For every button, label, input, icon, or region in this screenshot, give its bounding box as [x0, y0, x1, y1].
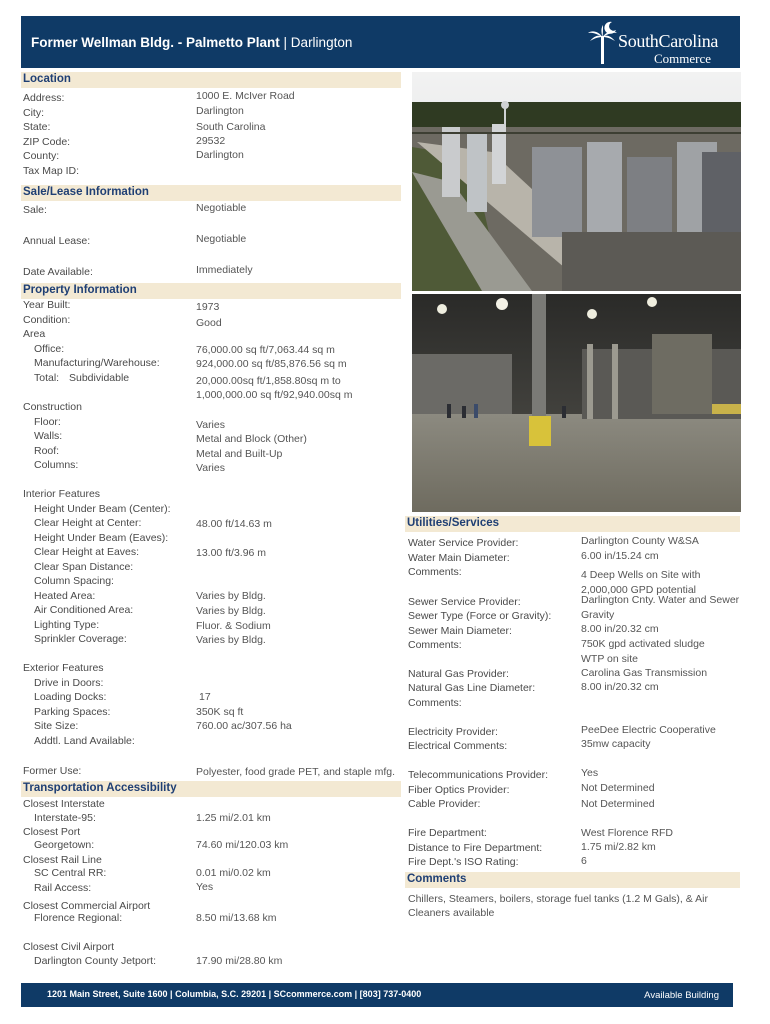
subdividable-label: Subdividable [69, 372, 130, 384]
civil-airport-value: 17.90 mi/28.80 km [196, 955, 283, 967]
office-value: 76,000.00 sq ft/7,063.44 sq m [196, 344, 335, 356]
interior-heading: Interior Features [23, 488, 101, 500]
ac-area-label: Air Conditioned Area: [34, 604, 134, 616]
civil-airport-label: Darlington County Jetport: [34, 955, 156, 967]
walls-label: Walls: [34, 430, 63, 442]
water-comments-line2: 2,000,000 GPD potential [581, 584, 696, 596]
construction-heading: Construction [23, 401, 82, 413]
closest-interstate-heading: Closest Interstate [23, 798, 105, 810]
logo-subtitle: Commerce [654, 51, 712, 66]
area-heading: Area [23, 328, 46, 340]
roof-value: Metal and Built-Up [196, 448, 283, 460]
county-label: County: [23, 150, 60, 162]
year-built-label: Year Built: [23, 299, 71, 311]
state-value: South Carolina [196, 121, 266, 133]
sale-label: Sale: [23, 204, 47, 216]
footer-contact: 1201 Main Street, Suite 1600 | Columbia, S.C. 29201 | SCcommerce.com | [803] 737-0400 [47, 989, 422, 999]
closest-commercial-airport-heading: Closest Commercial Airport [23, 900, 151, 912]
sewer-diameter-label: Sewer Main Diameter: [408, 625, 512, 637]
gas-comments-label: Comments: [408, 697, 462, 709]
section-transportation: Transportation Accessibility [21, 781, 401, 797]
lease-value: Negotiable [196, 233, 247, 245]
loading-docks-label: Loading Docks: [34, 691, 107, 703]
columns-label: Columns: [34, 459, 79, 471]
water-comments-line1: 4 Deep Wells on Site with [581, 569, 701, 581]
gas-provider-label: Natural Gas Provider: [408, 668, 509, 680]
address-value: 1000 E. McIver Road [196, 90, 295, 102]
water-diameter-label: Water Main Diameter: [408, 552, 510, 564]
sewer-provider-value: Darlington Cnty. Water and Sewer [581, 594, 740, 606]
total-value-line1: 20,000.00sq ft/1,858.80sq m to [196, 375, 341, 387]
header-banner [21, 16, 740, 68]
gas-provider-value: Carolina Gas Transmission [581, 667, 708, 679]
closest-port-heading: Closest Port [23, 826, 81, 838]
gas-diameter-label: Natural Gas Line Diameter: [408, 682, 536, 694]
column-spacing-label: Column Spacing: [34, 575, 114, 587]
sprinkler-label: Sprinkler Coverage: [34, 633, 127, 645]
clear-height-center-label: Clear Height at Center: [34, 517, 142, 529]
plant-aerial-photo [412, 72, 741, 291]
addtl-land-label: Addtl. Land Available: [34, 735, 135, 747]
rail-access-label: Rail Access: [34, 882, 92, 894]
electricity-provider-value: PeeDee Electric Cooperative [581, 724, 716, 736]
exterior-heading: Exterior Features [23, 662, 104, 674]
electrical-comments-label: Electrical Comments: [408, 740, 508, 752]
date-available-label: Date Available: [23, 266, 93, 278]
section-location: Location [21, 72, 401, 88]
state-label: State: [23, 121, 51, 133]
telecom-provider-value: Yes [581, 767, 599, 779]
zip-label: ZIP Code: [23, 136, 71, 148]
city-value: Darlington [196, 105, 244, 117]
commercial-airport-value: 8.50 mi/13.68 km [196, 912, 277, 924]
office-label: Office: [34, 343, 65, 355]
port-value: 74.60 mi/120.03 km [196, 839, 289, 851]
rail-label: SC Central RR: [34, 867, 107, 879]
gas-diameter-value: 8.00 in/20.32 cm [581, 681, 659, 693]
sewer-type-label: Sewer Type (Force or Gravity): [408, 610, 552, 622]
sewer-diameter-value: 8.00 in/20.32 cm [581, 623, 659, 635]
loading-docks-value: 17 [199, 691, 211, 703]
mfg-value: 924,000.00 sq ft/85,876.56 sq m [196, 358, 347, 370]
sale-value: Negotiable [196, 202, 247, 214]
section-comments: Comments [405, 872, 740, 888]
address-label: Address: [23, 92, 65, 104]
lighting-label: Lighting Type: [34, 619, 100, 631]
interstate-value: 1.25 mi/2.01 km [196, 812, 271, 824]
heated-area-value: Varies by Bldg. [196, 590, 266, 602]
iso-rating-label: Fire Dept.'s ISO Rating: [408, 856, 519, 868]
floor-value: Varies [196, 419, 225, 431]
page-title: Former Wellman Bldg. - Palmetto Plant | Darlington [31, 35, 353, 50]
clear-height-center-value: 48.00 ft/14.63 m [196, 518, 272, 530]
fiber-provider-label: Fiber Optics Provider: [408, 784, 510, 796]
cable-provider-value: Not Determined [581, 798, 655, 810]
clear-height-eaves-label: Clear Height at Eaves: [34, 546, 140, 558]
floor-label: Floor: [34, 416, 61, 428]
date-available-value: Immediately [196, 264, 253, 276]
ac-area-value: Varies by Bldg. [196, 605, 266, 617]
hub-eaves-label: Height Under Beam (Eaves): [34, 532, 169, 544]
drive-doors-label: Drive in Doors: [34, 677, 104, 689]
water-diameter-value: 6.00 in/15.24 cm [581, 550, 659, 562]
iso-rating-value: 6 [581, 855, 587, 867]
fire-department-label: Fire Department: [408, 827, 487, 839]
electricity-provider-label: Electricity Provider: [408, 726, 498, 738]
total-label: Total: [34, 372, 60, 384]
roof-label: Roof: [34, 445, 60, 457]
sewer-comments-line1: 750K gpd activated sludge [581, 638, 705, 650]
rail-value: 0.01 mi/0.02 km [196, 867, 271, 879]
former-use-value: Polyester, food grade PET, and staple mfg. [196, 766, 396, 778]
lease-label: Annual Lease: [23, 235, 91, 247]
parking-label: Parking Spaces: [34, 706, 111, 718]
water-provider-value: Darlington County W&SA [581, 535, 699, 547]
footer-banner [21, 983, 733, 1007]
condition-value: Good [196, 317, 222, 329]
closest-civil-airport-heading: Closest Civil Airport [23, 941, 115, 953]
year-built-value: 1973 [196, 301, 220, 313]
parking-value: 350K sq ft [196, 706, 244, 718]
footer-status: Available Building [644, 990, 719, 1001]
port-label: Georgetown: [34, 839, 95, 851]
commercial-airport-label: Florence Regional: [34, 912, 123, 924]
comments-line1: Chillers, Steamers, boilers, storage fuel tanks (1.2 M Gals), & Air [408, 893, 708, 905]
clear-span-label: Clear Span Distance: [34, 561, 134, 573]
water-comments-label: Comments: [408, 566, 462, 578]
hub-center-label: Height Under Beam (Center): [34, 503, 171, 515]
clear-height-eaves-value: 13.00 ft/3.96 m [196, 547, 267, 559]
lighting-value: Fluor. & Sodium [196, 620, 271, 632]
water-provider-label: Water Service Provider: [408, 537, 519, 549]
site-size-value: 760.00 ac/307.56 ha [196, 720, 292, 732]
section-property: Property Information [21, 283, 401, 299]
county-value: Darlington [196, 149, 244, 161]
sewer-comments-line2: WTP on site [581, 653, 638, 665]
sewer-comments-label: Comments: [408, 639, 462, 651]
fire-distance-label: Distance to Fire Department: [408, 842, 543, 854]
sewer-provider-label: Sewer Service Provider: [408, 596, 521, 608]
comments-line2: Cleaners available [408, 907, 495, 919]
sewer-type-value: Gravity [581, 609, 615, 621]
section-utilities: Utilities/Services [405, 516, 740, 532]
mfg-label: Manufacturing/Warehouse: [34, 357, 160, 369]
site-size-label: Site Size: [34, 720, 79, 732]
sprinkler-value: Varies by Bldg. [196, 634, 266, 646]
taxmap-label: Tax Map ID: [23, 165, 80, 177]
cable-provider-label: Cable Provider: [408, 798, 481, 810]
interstate-label: Interstate-95: [34, 812, 96, 824]
logo-wordmark: SouthCarolina [618, 31, 719, 51]
telecom-provider-label: Telecommunications Provider: [408, 769, 549, 781]
zip-value: 29532 [196, 135, 226, 147]
fire-department-value: West Florence RFD [581, 827, 673, 839]
electrical-comments-value: 35mw capacity [581, 738, 651, 750]
closest-rail-heading: Closest Rail Line [23, 854, 102, 866]
section-sale-lease: Sale/Lease Information [21, 185, 401, 201]
heated-area-label: Heated Area: [34, 590, 96, 602]
total-value-line2: 1,000,000.00 sq ft/92,940.00sq m [196, 389, 353, 401]
condition-label: Condition: [23, 314, 71, 326]
columns-value: Varies [196, 462, 225, 474]
fire-distance-value: 1.75 mi/2.82 km [581, 841, 656, 853]
walls-value: Metal and Block (Other) [196, 433, 307, 445]
plant-interior-photo [412, 294, 741, 512]
city-label: City: [23, 107, 44, 119]
palmetto-tree-icon [586, 18, 620, 66]
fiber-provider-value: Not Determined [581, 782, 655, 794]
former-use-label: Former Use: [23, 765, 82, 777]
rail-access-value: Yes [196, 881, 214, 893]
sc-commerce-logo [586, 18, 736, 66]
